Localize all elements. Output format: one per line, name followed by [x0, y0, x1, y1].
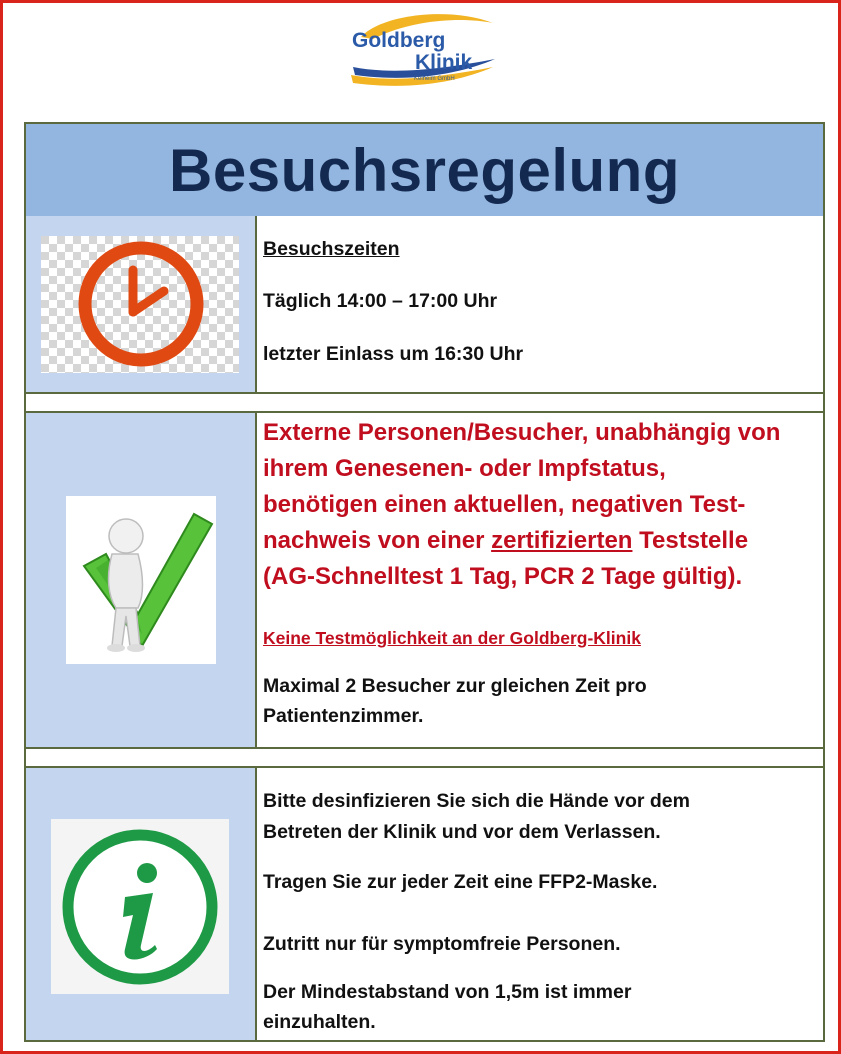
header-row [26, 124, 823, 218]
max-visitors-line-2: Patientenzimmer. [263, 705, 424, 727]
logo-name-line1: Goldberg [352, 29, 446, 52]
distance-line-1: Der Mindestabstand von 1,5m ist immer [263, 981, 632, 1003]
row-separator [26, 392, 823, 413]
logo-name-line2: Klinik [415, 51, 473, 74]
row-separator [26, 747, 823, 768]
logo-subtitle: Kelheim GmbH [414, 76, 455, 82]
visiting-hours-row [26, 216, 823, 392]
clock-icon [41, 236, 239, 373]
warning-line-2: ihrem Genesenen- oder Impfstatus, [263, 455, 666, 482]
disinfect-line-1: Bitte desinfizieren Sie sich die Hände vor dem [263, 790, 690, 812]
checkmark-person-icon [66, 496, 216, 664]
max-visitors-line-1: Maximal 2 Besucher zur gleichen Zeit pro [263, 675, 647, 697]
hygiene-icon-cell [26, 768, 257, 1040]
daily-hours: Täglich 14:00 – 17:00 Uhr [263, 290, 498, 312]
hygiene-row [26, 768, 823, 1040]
clinic-logo [343, 9, 503, 91]
test-requirement-text-cell [257, 413, 823, 747]
warning-line-3: benötigen einen aktuellen, negativen Test- [263, 491, 746, 518]
warning-line-5: (AG-Schnelltest 1 Tag, PCR 2 Tage gültig). [263, 563, 743, 590]
info-icon [51, 819, 229, 994]
disinfect-line-2: Betreten der Klinik und vor dem Verlassen. [263, 821, 661, 843]
warning-line-1: Externe Personen/Besucher, unabhängig von [263, 419, 781, 446]
page-title: Besuchsregelung [169, 136, 680, 204]
test-requirement-icon-cell [26, 413, 257, 747]
visiting-hours-icon-cell [26, 216, 257, 392]
symptom-free-rule: Zutritt nur für symptomfreie Personen. [263, 933, 621, 955]
last-entry: letzter Einlass um 16:30 Uhr [263, 343, 524, 365]
warning-line-4 [263, 526, 748, 556]
visiting-hours-text-cell [257, 216, 823, 392]
certified-emphasis: zertifizierten [491, 527, 633, 554]
visiting-hours-heading: Besuchszeiten [263, 238, 400, 260]
warning-line-4-end: Teststelle [632, 527, 749, 554]
mask-rule: Tragen Sie zur jeder Zeit eine FFP2-Maske. [263, 871, 658, 893]
no-testing-notice: Keine Testmöglichkeit an der Goldberg-Klinik [263, 628, 641, 648]
test-requirement-row [26, 413, 823, 747]
warning-line-4-start: nachweis von einer [263, 527, 492, 554]
rules-table [24, 122, 825, 1042]
distance-line-2: einzuhalten. [263, 1011, 376, 1033]
hygiene-text-cell [257, 768, 823, 1040]
